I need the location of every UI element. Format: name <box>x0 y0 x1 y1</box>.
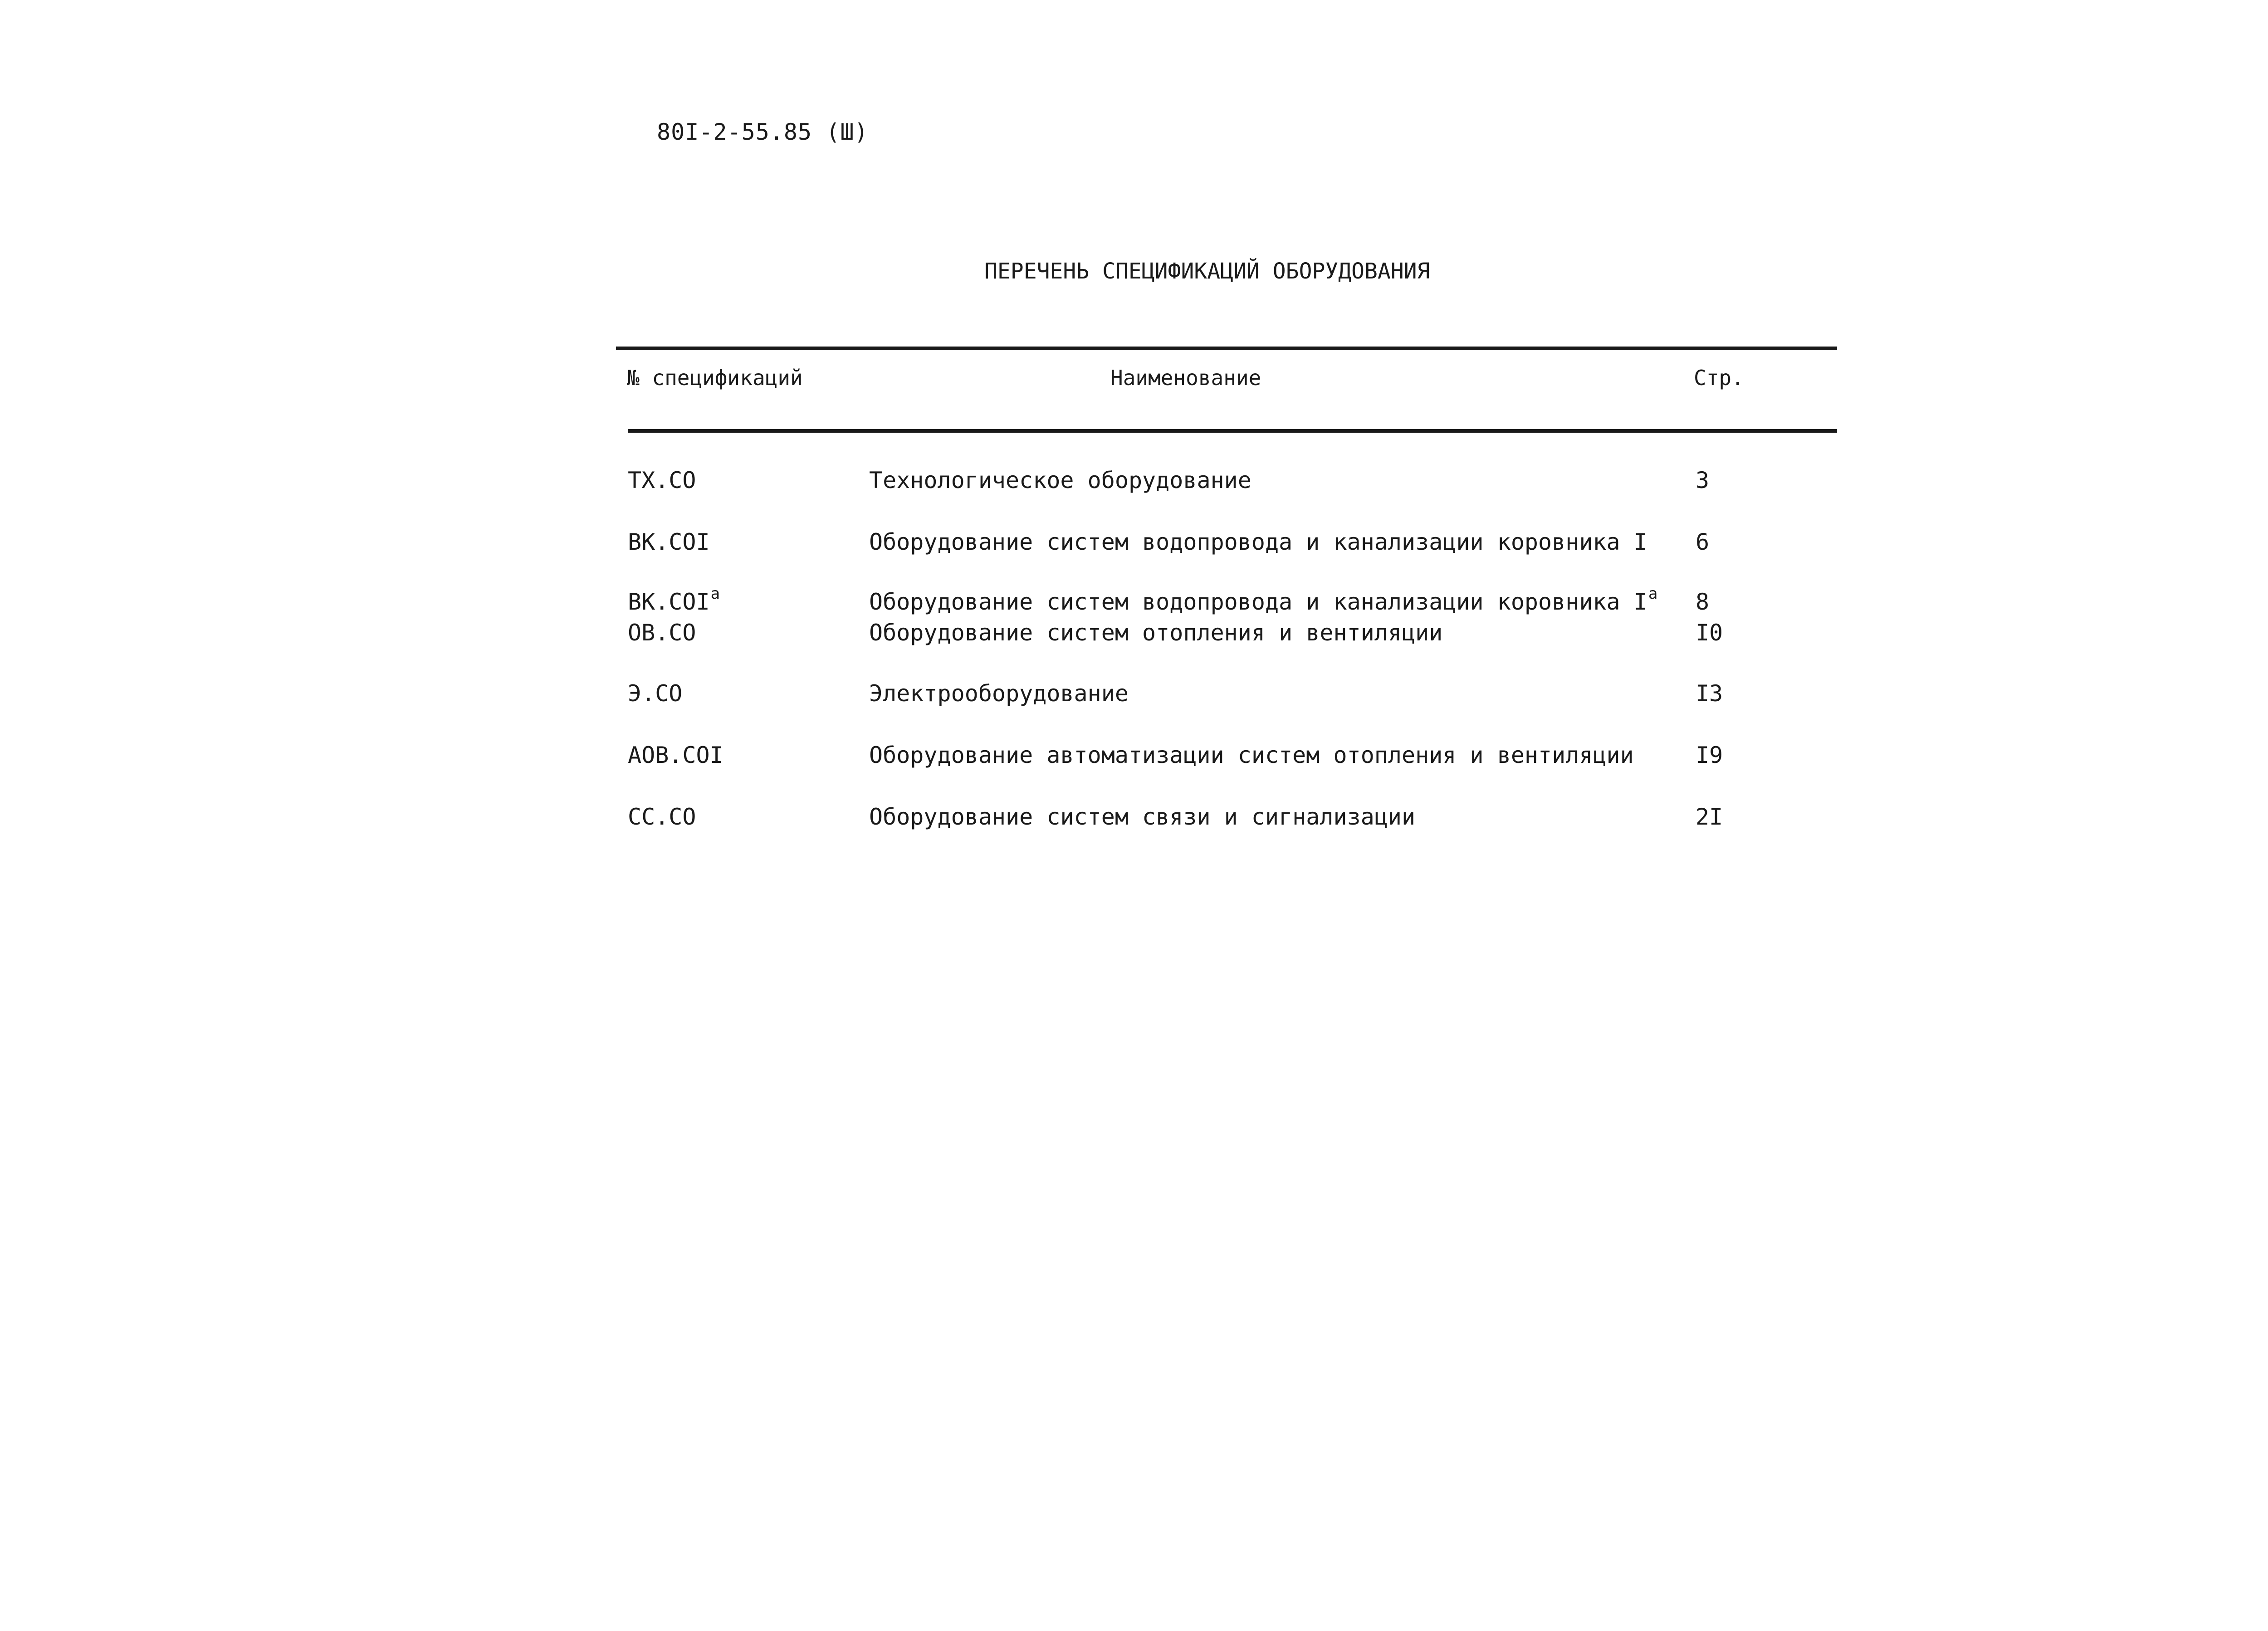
table-row <box>0 804 2268 835</box>
table-top-rule <box>616 347 1837 350</box>
table-row <box>0 742 2268 774</box>
header-spec-number: № спецификаций <box>627 366 803 390</box>
spec-name: Оборудование систем связи и сигнализации <box>869 804 1416 830</box>
spec-name: Оборудование систем отопления и вентиляции <box>869 620 1443 646</box>
spec-page: 8 <box>1696 589 1710 615</box>
document-title: ПЕРЕЧЕНЬ СПЕЦИФИКАЦИЙ ОБОРУДОВАНИЯ <box>984 259 1430 284</box>
spec-name: Оборудование автоматизации систем отопления и вентиляции <box>869 742 1634 768</box>
spec-page: 3 <box>1696 467 1710 493</box>
spec-code: Э.СО <box>628 680 683 707</box>
spec-code: ТХ.СО <box>628 467 696 493</box>
table-row <box>0 620 2268 651</box>
table-header-rule <box>628 429 1837 433</box>
spec-page: I9 <box>1696 742 1723 768</box>
spec-page: 2I <box>1696 804 1723 830</box>
table-row <box>0 467 2268 499</box>
header-page: Стр. <box>1694 366 1744 390</box>
spec-page: I0 <box>1696 620 1723 646</box>
spec-name: Оборудование систем водопровода и канализации коровника I <box>869 529 1647 555</box>
spec-name: Технологическое оборудование <box>869 467 1251 493</box>
spec-name: Электрооборудование <box>869 680 1129 707</box>
table-row <box>0 585 2268 620</box>
table-row <box>0 529 2268 561</box>
spec-page: 6 <box>1696 529 1710 555</box>
document-code: 80I-2-55.85 (Ш) <box>657 119 869 145</box>
spec-page: I3 <box>1696 680 1723 707</box>
spec-code: $ВК.СОI^а$ <box>628 585 720 615</box>
spec-code: ВК.СОI <box>628 529 710 555</box>
spec-code: АОВ.СОI <box>628 742 723 768</box>
spec-code: ОВ.СО <box>628 620 696 646</box>
table-row <box>0 680 2268 712</box>
spec-code: СС.СО <box>628 804 696 830</box>
header-name: Наименование <box>1110 366 1261 390</box>
spec-name: Оборудование систем водопровода и канализации коровника $I^а$ <box>869 585 1658 615</box>
